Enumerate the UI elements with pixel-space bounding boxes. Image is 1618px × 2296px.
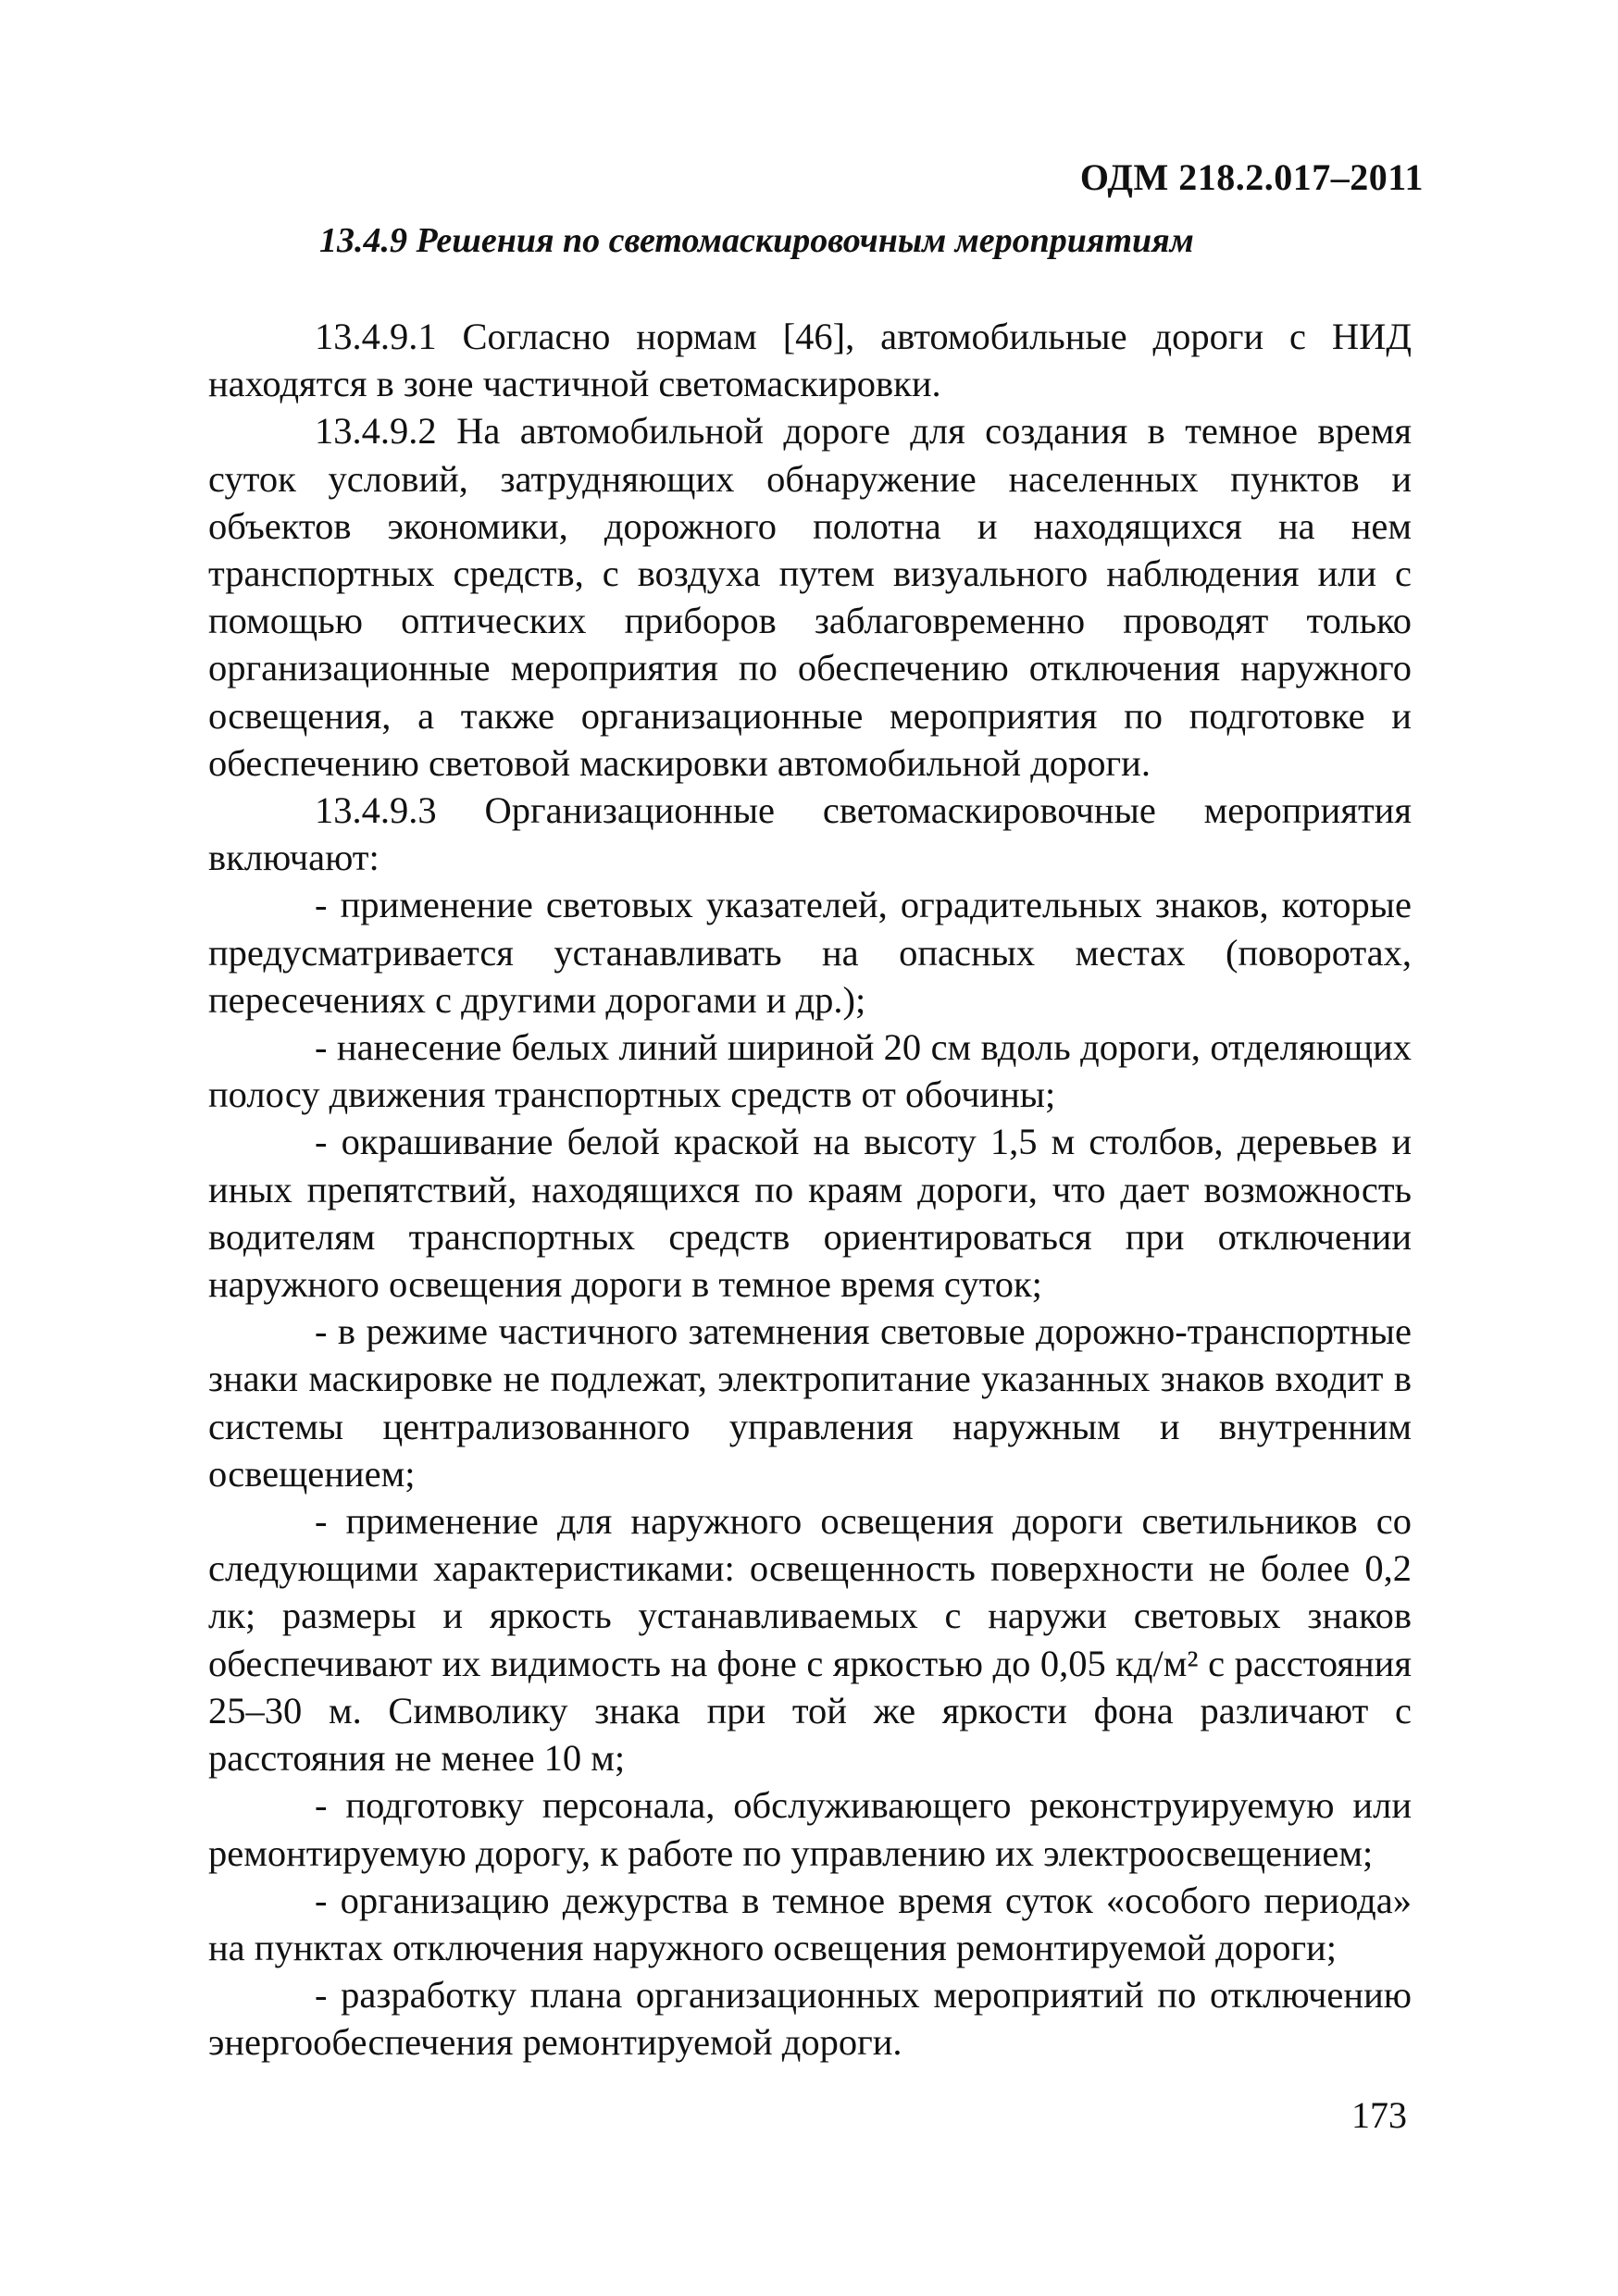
list-item: - подготовку персонала, обслуживающего реконструируемую или ремонтируемую дорогу, к работе по управлению их электроосвещением; [208, 1784, 1412, 1874]
paragraph-13-4-9-3: 13.4.9.3 Организационные светомаскировочные мероприятия включают: [208, 789, 1412, 879]
list-item: - нанесение белых линий шириной 20 см вдоль дороги, отделяющих полосу движения транспортных средств от обочины; [208, 1026, 1412, 1116]
list-item: - в режиме частичного затемнения световые дорожно-транспортные знаки маскировке не подлежат, электропитание указанных знаков входит в системы централизованного управления наружным и внутренним освещением; [208, 1310, 1412, 1495]
page-number: 173 [1351, 2094, 1407, 2136]
section-title: 13.4.9 Решения по светомаскировочным мероприятиям [319, 221, 1194, 260]
list-item: - применение световых указателей, оградительных знаков, которые предусматривается устанавливать на опасных местах (поворотах, пересечениях с другими дорогами и др.); [208, 884, 1412, 1021]
list-item: - окрашивание белой краской на высоту 1,5 м столбов, деревьев и иных препятствий, находящихся по краям дороги, что дает возможность водителям транспортных средств ориентироваться при отключении наружного освещения дороги в темное время суток; [208, 1121, 1412, 1306]
list-item: - разработку плана организационных мероприятий по отключению энергообеспечения ремонтируемой дороги. [208, 1974, 1412, 2064]
document-code: ОДМ 218.2.017–2011 [1079, 156, 1424, 198]
body-text [208, 313, 1412, 2066]
paragraph-13-4-9-1: 13.4.9.1 Согласно нормам [46], автомобильные дороги с НИД находятся в зоне частичной светомаскировки. [208, 316, 1412, 405]
list-item: - применение для наружного освещения дороги светильников со следующими характеристиками: освещенность поверхности не более 0,2 лк; размеры и яркость устанавливаемых с наружи световых знаков обеспечивают их видимость на фоне с яркостью до 0,05 кд/м² с расстояния 25–30 м. Символику знака при той же яркости фона различают с расстояния не менее 10 м; [208, 1500, 1412, 1780]
list-item: - организацию дежурства в темное время суток «особого периода» на пунктах отключения наружного освещения ремонтируемой дороги; [208, 1879, 1412, 1968]
paragraph-13-4-9-2: 13.4.9.2 На автомобильной дороге для создания в темное время суток условий, затрудняющих обнаружение населенных пунктов и объектов экономики, дорожного полотна и находящихся на нем транспортных средств, с воздуха путем визуального наблюдения или с помощью оптических приборов заблаговременно проводят только организационные мероприятия по обеспечению отключения наружного освещения, а также организационные мероприятия по подготовке и обеспечению световой маскировки автомобильной дороги. [208, 410, 1412, 784]
